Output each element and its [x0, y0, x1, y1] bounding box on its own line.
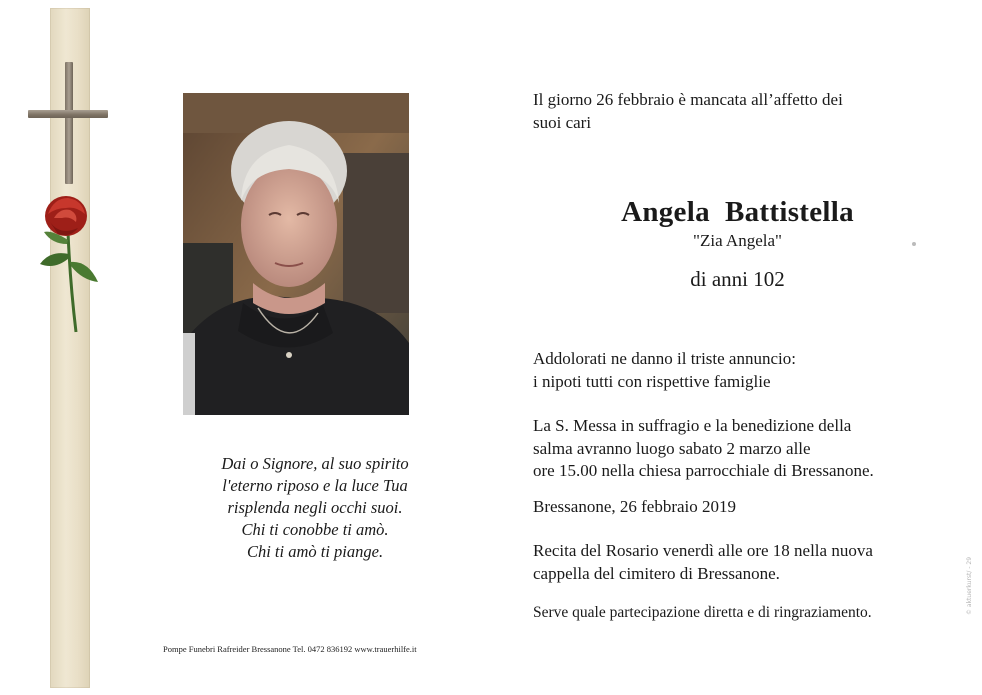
cross-icon [65, 62, 73, 184]
deceased-nickname: "Zia Angela" [693, 231, 782, 250]
rosary-info [533, 540, 873, 585]
deceased-name: Angela Battistella [621, 196, 854, 228]
place-date: Bressanone, 26 febbraio 2019 [533, 497, 737, 516]
mass-line: salma avranno luogo sabato 2 marzo alle [533, 438, 811, 458]
announcement-line: Addolorati ne danno il triste annuncio: [533, 349, 796, 368]
mass-line: ore 15.00 nella chiesa parrocchiale di Bressanone. [533, 461, 874, 480]
rosary-line: cappella del cimitero di Bressanone. [533, 563, 780, 583]
prayer-line: Chi ti conobbe ti amò. [241, 520, 389, 539]
cross-icon-bar [28, 110, 108, 118]
prayer-line: risplenda negli occhi suoi. [227, 498, 403, 517]
prayer-line: Chi ti amò ti piange. [246, 542, 384, 561]
intro-line: Il giorno 26 febbraio è mancata all’affetto dei [533, 90, 843, 109]
rosary-line: Recita del Rosario venerdì alle ore 18 nella nuova [533, 541, 873, 560]
side-watermark: © aktuerkurst/ - 29 [966, 556, 973, 615]
deceased-age: di anni 102 [690, 267, 785, 291]
announcement-line: i nipoti tutti con rispettive famiglie [533, 371, 771, 391]
funeral-home-footer: Pompe Funebri Rafreider Bressanone Tel. 0472 836192 www.trauerhilfe.it [163, 644, 417, 654]
prayer-line: l'eterno riposo e la luce Tua [222, 476, 408, 495]
mass-info [533, 415, 874, 483]
mass-line: La S. Messa in suffragio e la benedizione della [533, 416, 852, 435]
closing-note: Serve quale partecipazione diretta e di ringraziamento. [533, 604, 872, 621]
rose-icon [30, 192, 105, 337]
prayer-text [180, 453, 450, 563]
decorative-dot [912, 242, 916, 246]
announcement [533, 348, 796, 393]
intro-line: suoi cari [533, 113, 592, 132]
prayer-line: Dai o Signore, al suo spirito [221, 454, 409, 473]
portrait-photo [183, 93, 409, 415]
intro-text [533, 88, 893, 134]
